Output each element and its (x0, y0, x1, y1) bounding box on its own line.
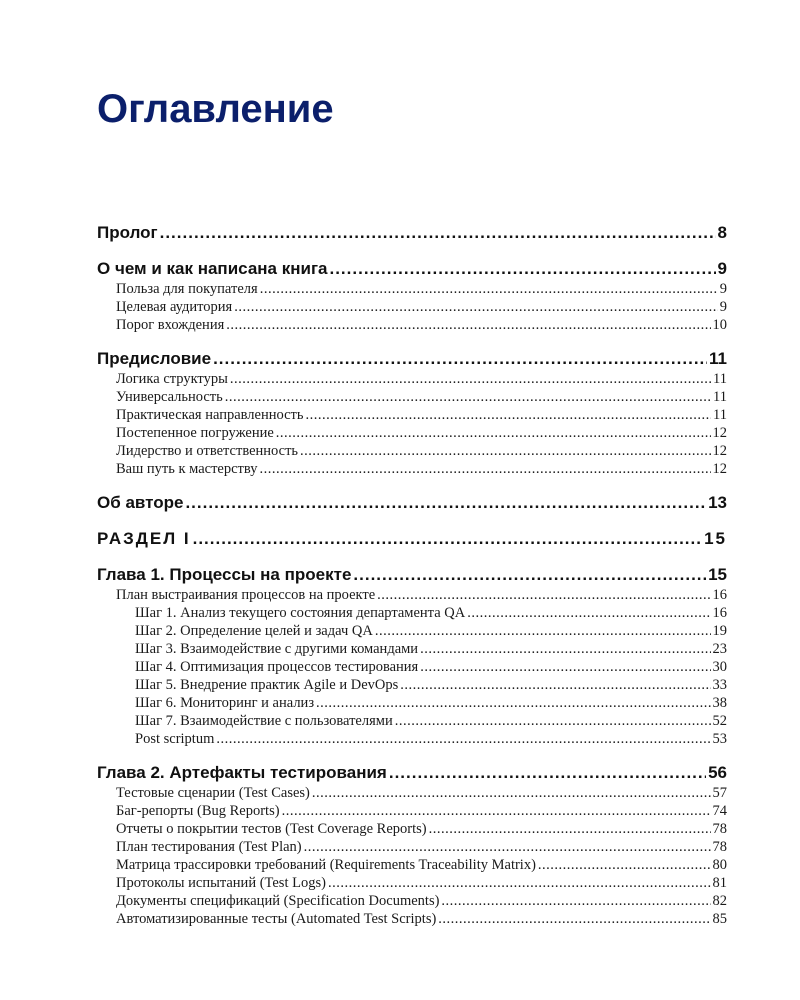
toc-page-number: 10 (712, 317, 727, 333)
toc-page-number: 33 (712, 677, 727, 693)
toc-page-number: 80 (712, 857, 727, 873)
toc-entry-title: Постепенное погружение (116, 425, 274, 441)
table-of-contents (97, 222, 727, 928)
toc-page-number: 82 (712, 893, 727, 909)
toc-entry-title: Практическая направленность (116, 407, 304, 423)
toc-subsection-entry[interactable] (97, 856, 727, 874)
toc-entry-title: Протоколы испытаний (Test Logs) (116, 875, 326, 891)
toc-entry-title: Шаг 6. Мониторинг и анализ (135, 695, 315, 711)
toc-page-number: 74 (712, 803, 727, 819)
toc-subsection-entry[interactable] (97, 370, 727, 388)
toc-entry-title: Глава 1. Процессы на проекте (97, 565, 352, 584)
toc-page-number: 15 (704, 529, 727, 548)
dot-leader (420, 640, 710, 658)
toc-page-number: 11 (713, 371, 727, 387)
toc-entry-title: Глава 2. Артефакты тестирования (97, 763, 387, 782)
toc-page-number: 9 (717, 259, 727, 278)
dot-leader (276, 424, 711, 442)
toc-step-entry[interactable] (97, 640, 727, 658)
toc-subsection-entry[interactable] (97, 838, 727, 856)
toc-page-number: 56 (708, 763, 727, 782)
toc-section-entry[interactable] (97, 762, 727, 784)
toc-step-entry[interactable] (97, 622, 727, 640)
toc-entry-title: Шаг 5. Внедрение практик Agile и DevOps (135, 677, 399, 693)
toc-subsection-entry[interactable] (97, 910, 727, 928)
toc-page-number: 12 (712, 461, 727, 477)
toc-page-number: 13 (708, 493, 727, 512)
toc-step-entry[interactable] (97, 604, 727, 622)
dot-leader (429, 820, 711, 838)
dot-leader (375, 622, 711, 640)
toc-subsection-entry[interactable] (97, 784, 727, 802)
toc-entry-title: Шаг 2. Определение целей и задач QA (135, 623, 373, 639)
dot-leader (160, 222, 716, 244)
dot-leader (260, 280, 718, 298)
toc-subsection-entry[interactable] (97, 820, 727, 838)
toc-subsection-entry[interactable] (97, 892, 727, 910)
toc-entry-title: Шаг 7. Взаимодействие с пользователями (135, 713, 393, 729)
toc-entry-title: РАЗДЕЛ I (97, 529, 191, 548)
toc-section-entry[interactable] (97, 348, 727, 370)
toc-step-entry[interactable] (97, 694, 727, 712)
toc-page-number: 85 (712, 911, 727, 927)
toc-page-number: 11 (713, 389, 727, 405)
toc-entry-title: Логика структуры (116, 371, 228, 387)
toc-entry-title: Ваш путь к мастерству (116, 461, 258, 477)
toc-page-number: 8 (717, 223, 727, 242)
dot-leader (312, 784, 711, 802)
toc-page-number: 78 (712, 821, 727, 837)
dot-leader (400, 676, 710, 694)
dot-leader (377, 586, 710, 604)
toc-entry-title: Шаг 1. Анализ текущего состояния департамента QA (135, 605, 466, 621)
toc-entry-title: Универсальность (116, 389, 223, 405)
dot-leader (467, 604, 710, 622)
toc-entry-title: План тестирования (Test Plan) (116, 839, 302, 855)
toc-step-entry[interactable] (97, 658, 727, 676)
toc-entry-title: Тестовые сценарии (Test Cases) (116, 785, 310, 801)
toc-entry-title: Об авторе (97, 493, 184, 512)
toc-page-number: 19 (712, 623, 727, 639)
dot-leader (234, 298, 718, 316)
toc-step-entry[interactable] (97, 676, 727, 694)
toc-entry-title: Пролог (97, 223, 158, 242)
toc-entry-title: Порог вхождения (116, 317, 225, 333)
dot-leader (395, 712, 711, 730)
dot-leader (389, 762, 706, 784)
toc-section-entry[interactable] (97, 492, 727, 514)
toc-subsection-entry[interactable] (97, 460, 727, 478)
dot-leader (216, 730, 710, 748)
dot-leader (300, 442, 710, 460)
toc-subsection-entry[interactable] (97, 424, 727, 442)
toc-page-number: 12 (712, 425, 727, 441)
toc-subsection-entry[interactable] (97, 280, 727, 298)
toc-subsection-entry[interactable] (97, 388, 727, 406)
toc-page-number: 81 (712, 875, 727, 891)
toc-page-number: 78 (712, 839, 727, 855)
toc-page-number: 16 (712, 587, 727, 603)
toc-page-number: 15 (708, 565, 727, 584)
toc-page-number: 9 (719, 299, 727, 315)
toc-section-entry[interactable] (97, 564, 727, 586)
dot-leader (441, 892, 710, 910)
toc-entry-title: Польза для покупателя (116, 281, 258, 297)
toc-page-number: 11 (709, 349, 727, 368)
toc-entry-title: Шаг 4. Оптимизация процессов тестирования (135, 659, 419, 675)
dot-leader (185, 492, 706, 514)
dot-leader (193, 528, 702, 550)
toc-entry-title: Отчеты о покрытии тестов (Test Coverage Reports) (116, 821, 427, 837)
toc-section-entry[interactable] (97, 528, 727, 550)
toc-subsection-entry[interactable] (97, 874, 727, 892)
toc-subsection-entry[interactable] (97, 586, 727, 604)
toc-page-number: 53 (712, 731, 727, 747)
toc-page-number: 38 (712, 695, 727, 711)
toc-entry-title: Лидерство и ответственность (116, 443, 299, 459)
toc-page-number: 12 (712, 443, 727, 459)
page-title: Оглавление (97, 87, 334, 131)
dot-leader (225, 388, 711, 406)
toc-subsection-entry[interactable] (97, 316, 727, 334)
toc-subsection-entry[interactable] (97, 298, 727, 316)
dot-leader (226, 316, 710, 334)
toc-entry-title: Предисловие (97, 349, 212, 368)
dot-leader (282, 802, 711, 820)
toc-entry-title: Автоматизированные тесты (Automated Test Scripts) (116, 911, 437, 927)
toc-page-number: 11 (713, 407, 727, 423)
dot-leader (305, 406, 711, 424)
toc-page-number: 52 (712, 713, 727, 729)
toc-page-number: 9 (719, 281, 727, 297)
dot-leader (316, 694, 710, 712)
toc-page-number: 57 (712, 785, 727, 801)
toc-entry-title: Баг-репорты (Bug Reports) (116, 803, 280, 819)
toc-subsection-entry[interactable] (97, 406, 727, 424)
toc-page-number: 16 (712, 605, 727, 621)
toc-entry-title: Шаг 3. Взаимодействие с другими командами (135, 641, 419, 657)
dot-leader (260, 460, 711, 478)
dot-leader (328, 874, 711, 892)
toc-entry-title: План выстраивания процессов на проекте (116, 587, 376, 603)
dot-leader (420, 658, 710, 676)
toc-page-number: 23 (712, 641, 727, 657)
toc-subsection-entry[interactable] (97, 442, 727, 460)
dot-leader (353, 564, 706, 586)
toc-entry-title: Документы спецификаций (Specification Documents) (116, 893, 440, 909)
toc-section-entry[interactable] (97, 258, 727, 280)
dot-leader (304, 838, 711, 856)
dot-leader (230, 370, 711, 388)
dot-leader (438, 910, 710, 928)
toc-entry-title: Матрица трассировки требований (Requirements Traceability Matrix) (116, 857, 536, 873)
toc-page-number: 30 (712, 659, 727, 675)
dot-leader (329, 258, 715, 280)
toc-entry-title: Post scriptum (135, 731, 215, 747)
toc-step-entry[interactable] (97, 712, 727, 730)
dot-leader (213, 348, 707, 370)
dot-leader (538, 856, 711, 874)
toc-step-entry[interactable] (97, 730, 727, 748)
toc-entry-title: Целевая аудитория (116, 299, 233, 315)
toc-section-entry[interactable] (97, 222, 727, 244)
toc-entry-title: О чем и как написана книга (97, 259, 328, 278)
toc-subsection-entry[interactable] (97, 802, 727, 820)
